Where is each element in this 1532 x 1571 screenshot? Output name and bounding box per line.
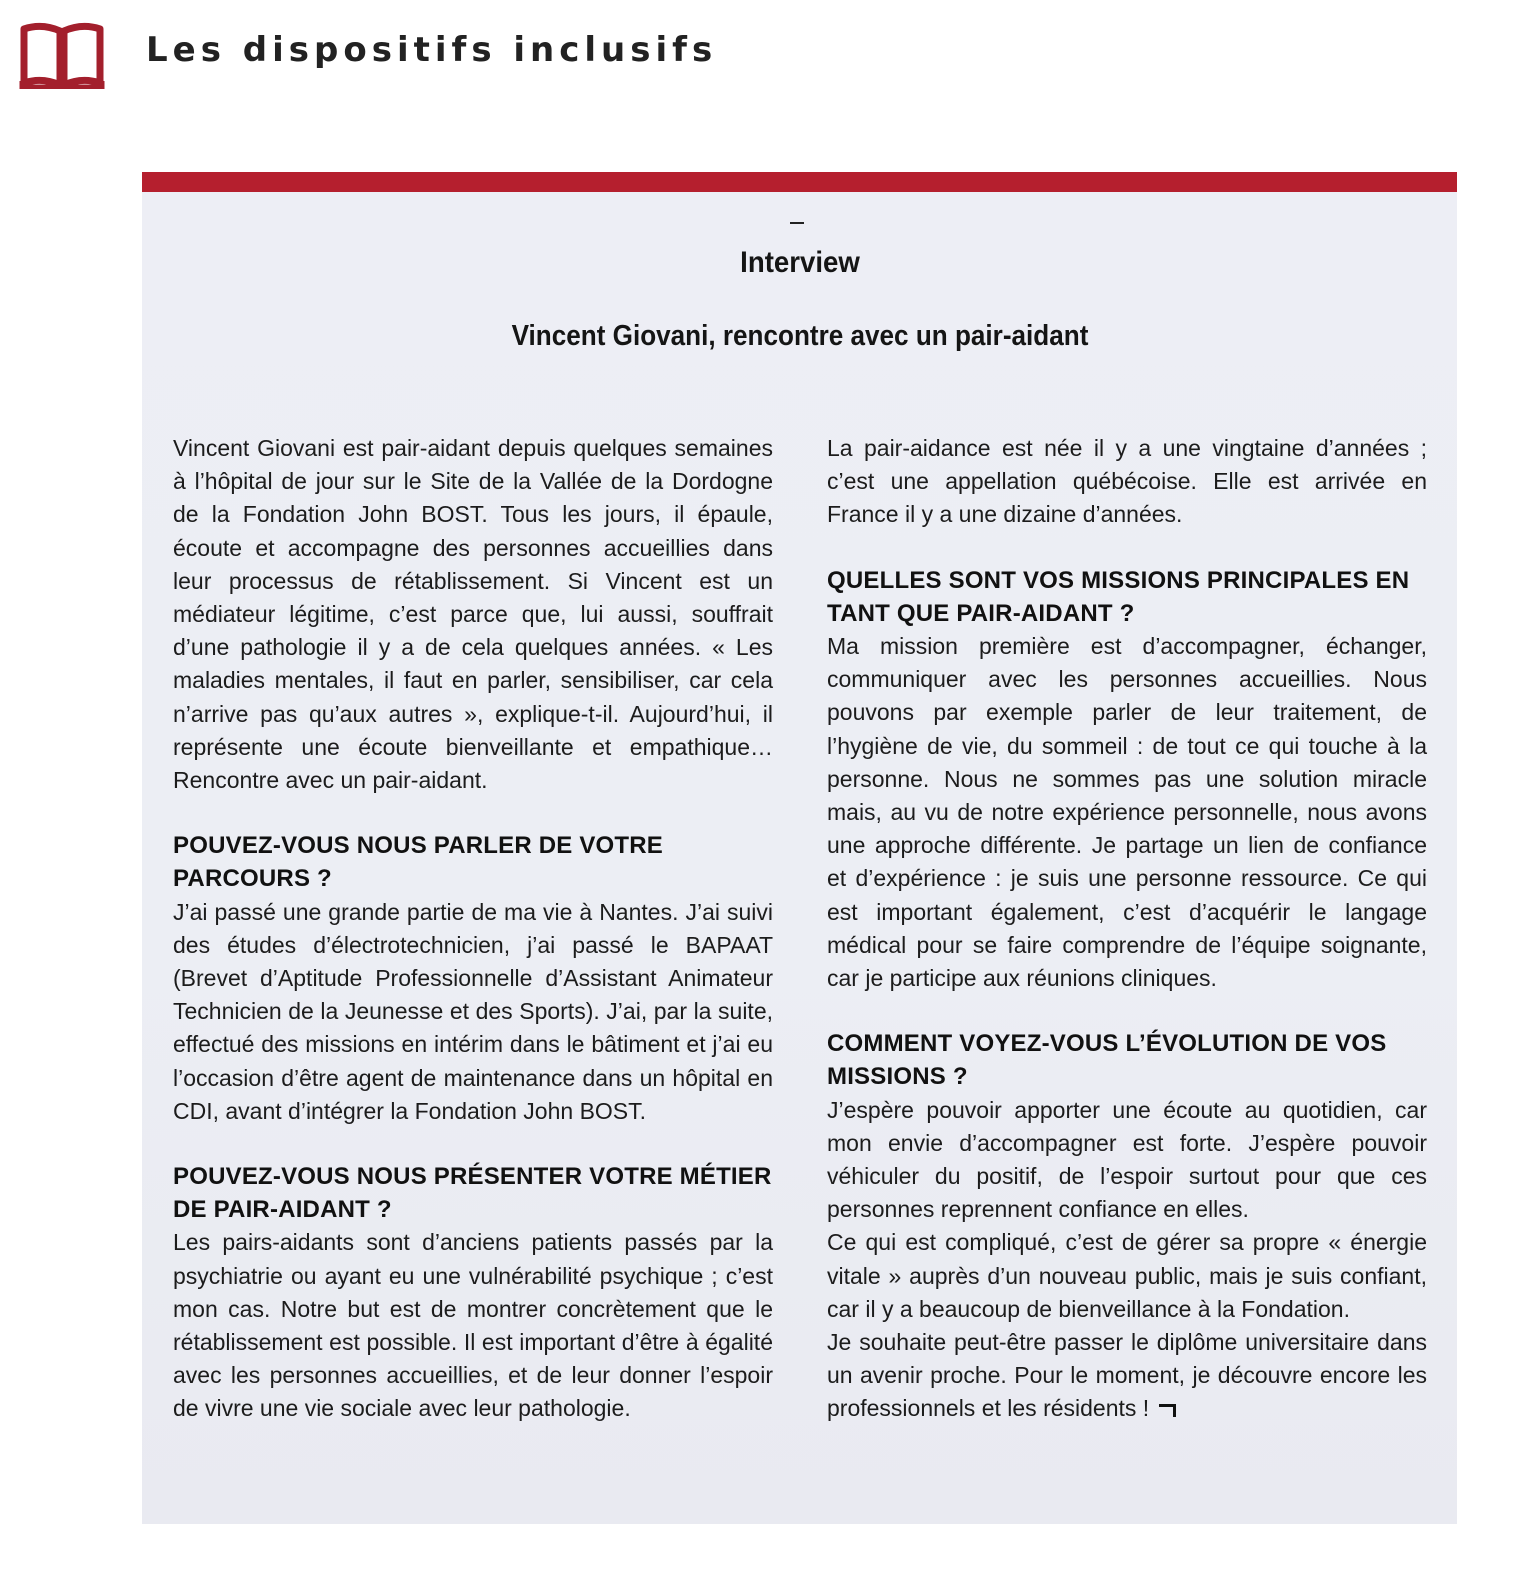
closing-text: Je souhaite peut-être passer le diplôme universitaire dans un avenir proche. Pour le moment, je découvre encore les professionnels et les résidents ! [827,1329,1427,1422]
panel-accent-bar [142,172,1457,192]
article-column-right [827,432,1427,1426]
answer-paragraph [827,1326,1427,1426]
question-heading: QUELLES SONT VOS MISSIONS PRINCIPALES EN TANT QUE PAIR-AIDANT ? [827,566,1410,627]
answer-paragraph: Les pairs-aidants sont d’anciens patients passés par la psychiatrie ou ayant eu une vulnérabilité psychique ; c’est mon cas. Notre but est de montrer concrètement que le rétablissement est possible. Il est important d’être à égalité avec les personnes accueillies, et de leur donner l’espoir de vivre une vie sociale avec leur pathologie. [173,1229,773,1422]
section-title: Les dispositifs inclusifs [146,30,718,70]
answer-paragraph: La pair-aidance est née il y a une vingtaine d’années ; c’est une appellation québécoise. Elle est arrivée en France il y a une dizaine d’années. [827,435,1427,528]
article-headline: Vincent Giovani, rencontre avec un pair-aidant [511,320,1089,352]
answer-paragraph: J’ai passé une grande partie de ma vie à Nantes. J’ai suivi des études d’électrotechnicien, j’ai passé le BAPAAT (Brevet d’Aptitude Professionnelle d’Assistant Animateur Technicien de la Jeunesse et des Sports). J’ai, par la suite, effectué des missions en intérim dans le bâtiment et j’ai eu l’occasion d’être agent de maintenance dans un hôpital en CDI, avant d’intégrer la Fondation John BOST. [173,898,773,1124]
section-header [18,20,106,90]
answer-paragraph: J’espère pouvoir apporter une écoute au quotidien, car mon envie d’accompagner est forte. J’espère pouvoir véhiculer du positif, de l’espoir surtout pour que ces personnes reprennent confiance en elles. [827,1096,1427,1223]
answer-paragraph: Ma mission première est d’accompagner, échanger, communiquer avec les personnes accueillies. Nous pouvons par exemple parler de leur traitement, de l’hygiène de vie, du sommeil : de tout ce qui touche à la personne. Nous ne sommes pas une solution miracle mais, au vu de notre expérience personnelle, nous avons une approche différente. Je partage un lien de confiance et d’expérience : je suis une personne ressource. Ce qui est important également, c’est d’acquérir le langage médical pour se faire comprendre de l’équipe soignante, car je participe aux réunions cliniques. [827,633,1427,992]
book-icon [18,21,106,89]
kicker-label: Interview [740,246,860,279]
article-intro: Vincent Giovani est pair-aidant depuis quelques semaines à l’hôpital de jour sur le Site de la Vallée de la Dordogne de la Fondation John BOST. Tous les jours, il épaule, écoute et accompagne des personnes accueillies dans leur processus de rétablissement. Si Vincent est un médiateur légitime, c’est parce que, lui aussi, souffrait d’une pathologie il y a de cela quelques années. « Les maladies mentales, il faut en parler, sensibiliser, car cela n’arrive pas qu’aux autres », explique-t-il. Aujourd’hui, il représente une écoute bienveillante et empathique… Rencontre avec un pair-aidant. [173,435,773,794]
kicker-dash [790,222,804,224]
question-heading: POUVEZ-VOUS NOUS PARLER DE VOTRE PARCOURS ? [173,832,664,893]
answer-paragraph: Ce qui est compliqué, c’est de gérer sa propre « énergie vitale » auprès d’un nouveau public, mais je suis confiant, car il y a beaucoup de bienveillance à la Fondation. [827,1229,1427,1322]
question-heading: POUVEZ-VOUS NOUS PRÉSENTER VOTRE MÉTIER DE PAIR-AIDANT ? [173,1163,772,1224]
question-heading: COMMENT VOYEZ-VOUS L’ÉVOLUTION DE VOS MISSIONS ? [827,1030,1387,1091]
end-mark-icon [1159,1404,1176,1417]
article-column-left [173,432,773,1426]
